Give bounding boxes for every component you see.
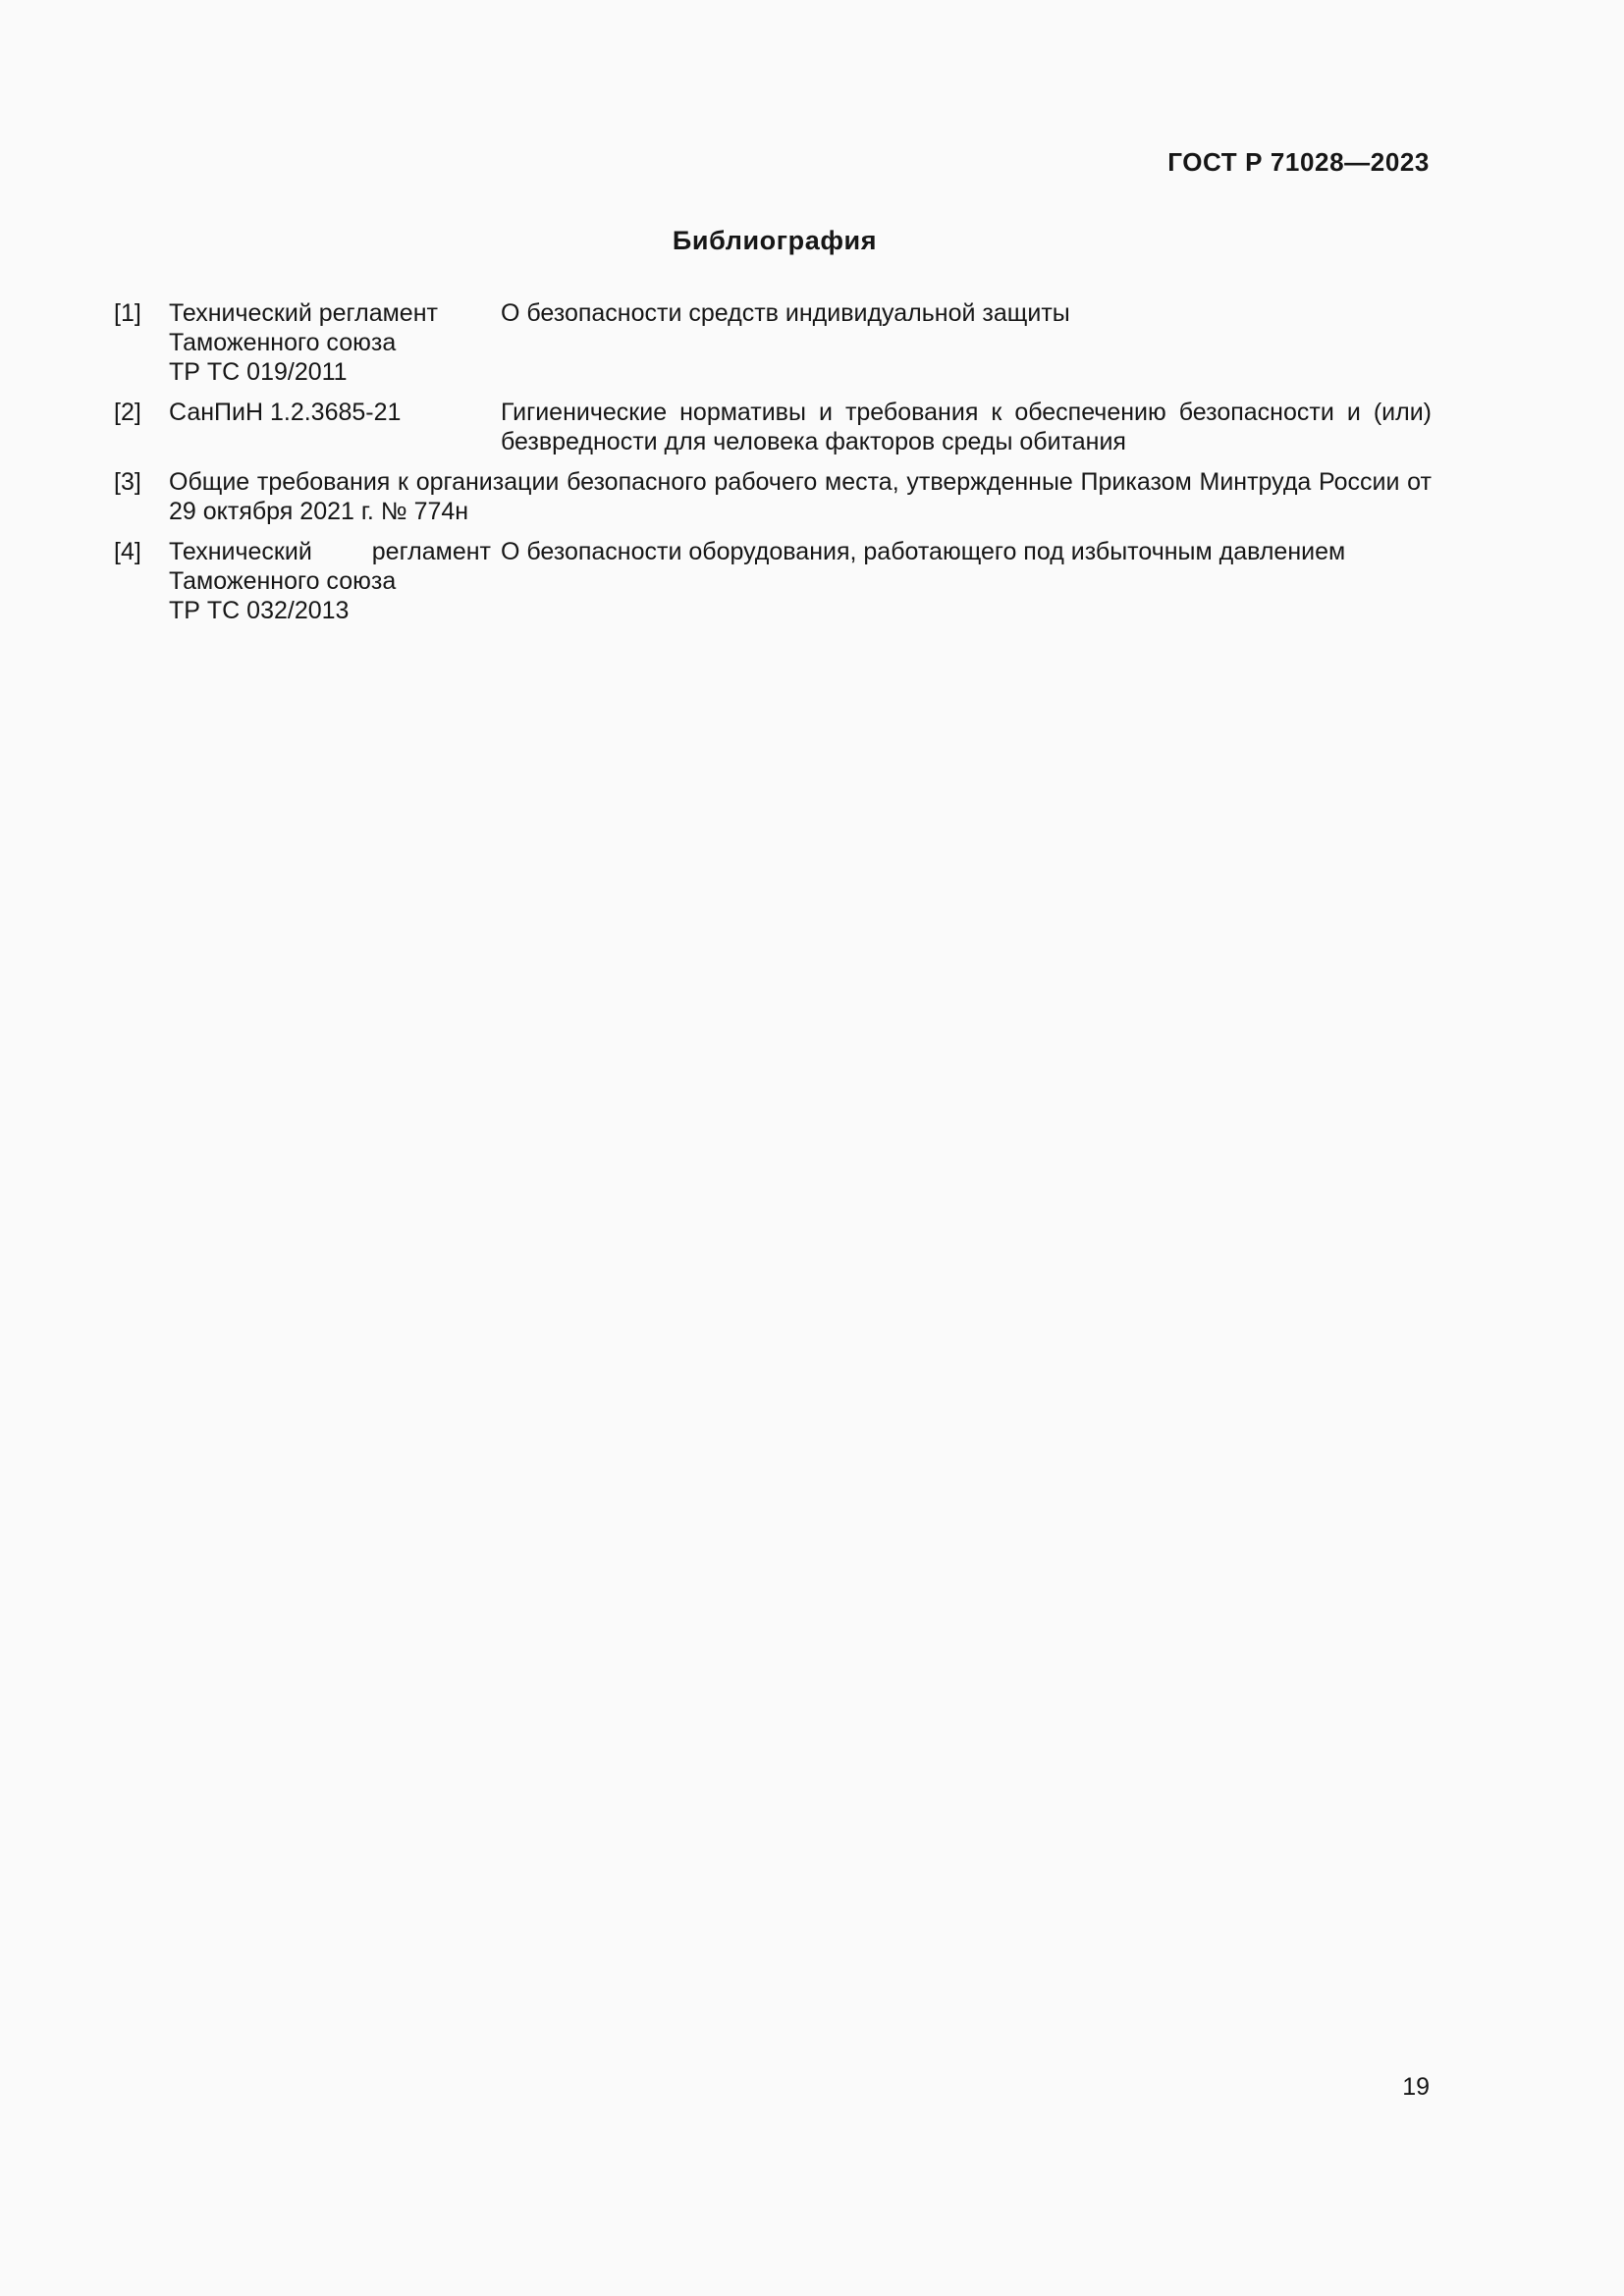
source-word: регламент <box>371 538 491 565</box>
entry-number: [2] <box>114 399 141 426</box>
entry-source <box>169 398 501 456</box>
section-title: Библиография <box>672 226 878 255</box>
entry-description: О безопасности средств индивидуальной защиты <box>501 299 1070 327</box>
source-line: ТР ТС 032/2013 <box>169 597 350 624</box>
page-number: 19 <box>1402 2073 1430 2101</box>
source-word: Технический <box>169 538 312 565</box>
entry-text: Общие требования к организации безопасного рабочего места, утвержденные Приказом Минтруда России от 29 октября 2021 г. № 774н <box>169 468 1432 525</box>
bibliography-entry <box>114 467 1432 526</box>
entry-description: О безопасности оборудования, работающего под избыточным давлением <box>501 538 1346 565</box>
bibliography-entry <box>114 298 1432 387</box>
bibliography-entry <box>114 398 1432 456</box>
entry-source <box>169 537 501 625</box>
source-line: Таможенного союза <box>169 567 397 595</box>
bibliography-entry <box>114 537 1432 625</box>
source-line: ТР ТС 019/2011 <box>169 358 348 386</box>
document-id: ГОСТ Р 71028—2023 <box>1167 147 1430 177</box>
source-line: Технический регламент <box>169 299 438 327</box>
entry-source <box>169 298 501 387</box>
entry-number: [1] <box>114 299 141 327</box>
source-line: Таможенного союза <box>169 329 397 356</box>
source-line: СанПиН 1.2.3685-21 <box>169 399 402 426</box>
entry-number: [3] <box>114 468 141 496</box>
entry-number: [4] <box>114 538 141 565</box>
bibliography-list <box>114 298 1432 636</box>
entry-description: Гигиенические нормативы и требования к обеспечению безопасности и (или) безвредности для человека факторов среды обитания <box>501 399 1432 455</box>
source-line <box>169 537 491 566</box>
